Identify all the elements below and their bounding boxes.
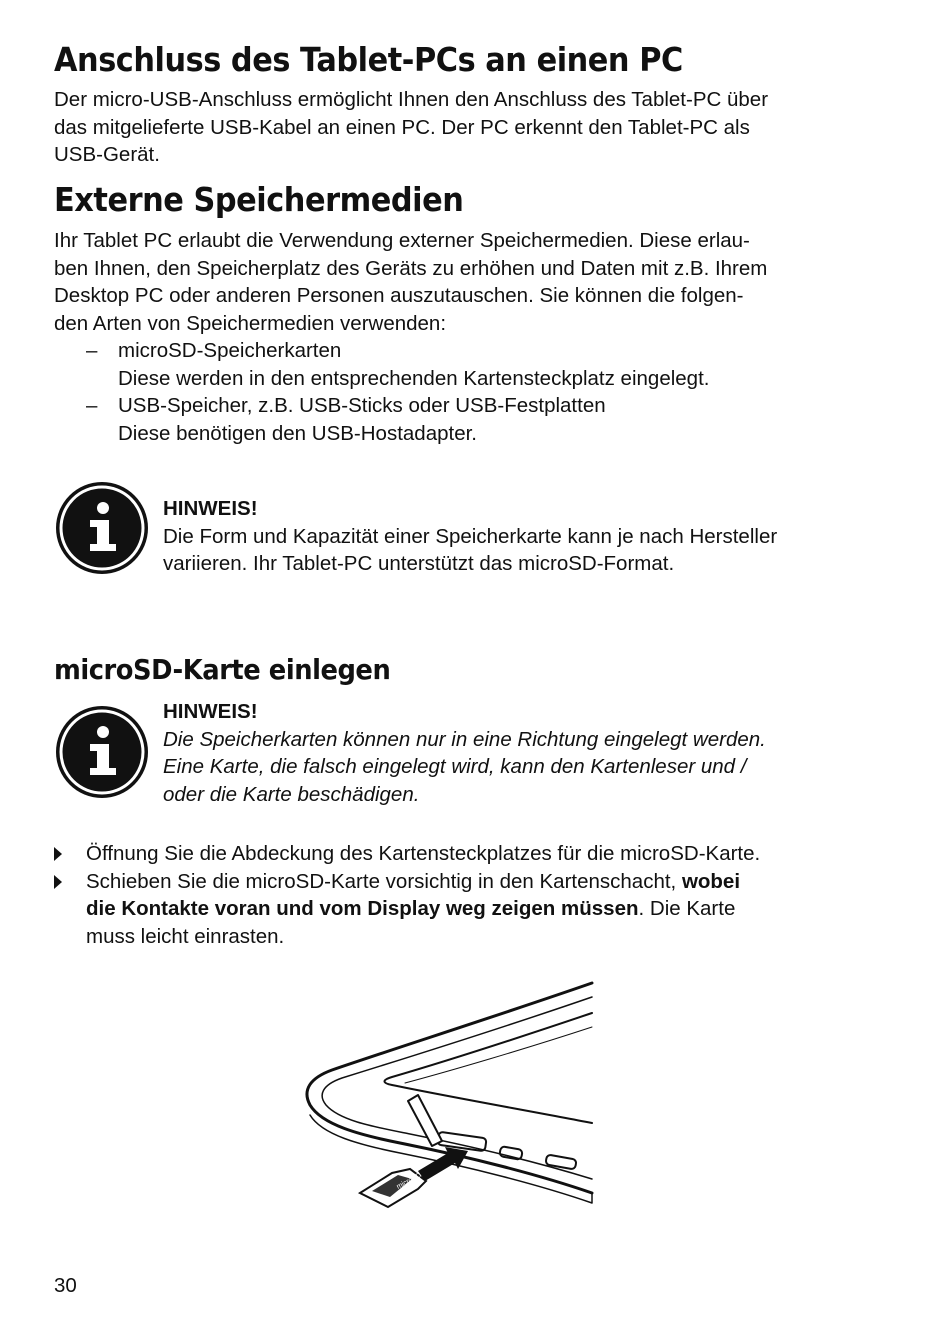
step-text: muss leicht einrasten. [86, 924, 285, 948]
list-item-title: microSD-Speicherkarten [118, 339, 342, 362]
text-line: den Arten von Speichermedien verwenden: [54, 311, 447, 335]
hint-box-memory-card [54, 480, 874, 580]
step-text-bold: die Kontakte voran und vom Display weg zeigen müssen [86, 897, 639, 920]
hint-text: Eine Karte, die falsch eingelegt wird, kann den Kartenleser und / [163, 755, 747, 778]
card-label: microSD [395, 1171, 423, 1191]
hint-text: Die Speicherkarten können nur in eine Richtung eingelegt werden. [163, 727, 766, 751]
text-line: USB-Gerät. [54, 143, 160, 166]
arrow-bullet-icon [54, 875, 62, 889]
instruction-step [54, 840, 854, 868]
text-line: Desktop PC oder anderen Personen auszutauschen. Sie können die folgen- [54, 284, 744, 307]
text-line: ben Ihnen, den Speicherplatz des Geräts zu erhöhen und Daten mit z.B. Ihrem [54, 256, 768, 280]
heading-external-media: Externe Speichermedien [54, 180, 464, 219]
hint-box-card-direction [54, 700, 874, 814]
list-item-title: USB-Speicher, z.B. USB-Sticks oder USB-Festplatten [118, 394, 606, 417]
step-text [86, 895, 854, 923]
hint-text: variieren. Ihr Tablet-PC unterstützt das microSD-Format. [163, 552, 675, 575]
heading-pc-connection: Anschluss des Tablet-PCs an einen PC [54, 40, 683, 79]
instruction-step [54, 868, 854, 951]
step-text [86, 868, 854, 896]
info-icon [54, 704, 150, 800]
step-text-part: . Die Karte [638, 897, 736, 920]
list-item-detail: Diese benötigen den USB-Hostadapter. [118, 421, 477, 445]
hint-label: HINWEIS! [163, 700, 258, 723]
hint-text: Die Form und Kapazität einer Speicherkarte kann je nach Hersteller [163, 524, 778, 548]
instruction-steps [54, 840, 854, 950]
storage-media-list [54, 337, 854, 447]
paragraph-external-media [54, 227, 854, 337]
hint-label: HINWEIS! [163, 497, 258, 520]
heading-microsd-insert: microSD-Karte einlegen [54, 653, 391, 686]
dash-bullet: – [86, 339, 98, 362]
step-text: Öffnung Sie die Abdeckung des Kartensteckplatzes für die microSD-Karte. [86, 842, 761, 865]
paragraph-pc-connection [54, 86, 854, 169]
step-text-bold: wobei [681, 869, 741, 893]
list-item-detail: Diese werden in den entsprechenden Kartensteckplatz eingelegt. [118, 366, 710, 390]
list-item [54, 392, 854, 447]
info-icon [54, 480, 150, 576]
dash-bullet: – [86, 394, 98, 417]
page-number: 30 [54, 1274, 77, 1297]
text-line: Der micro-USB-Anschluss ermöglicht Ihnen den Anschluss des Tablet-PC über [54, 88, 769, 111]
text-line: Ihr Tablet PC erlaubt die Verwendung externer Speichermedien. Diese erlau- [54, 229, 750, 252]
text-line: das mitgelieferte USB-Kabel an einen PC. Der PC erkennt den Tablet-PC als [54, 115, 750, 139]
arrow-bullet-icon [54, 847, 62, 861]
list-item [54, 337, 854, 392]
step-text-part: Schieben Sie die microSD-Karte vorsichtig in den Kartenschacht, [86, 869, 682, 893]
hint-text: oder die Karte beschädigen. [163, 782, 420, 806]
microsd-insertion-illustration [300, 975, 595, 1215]
